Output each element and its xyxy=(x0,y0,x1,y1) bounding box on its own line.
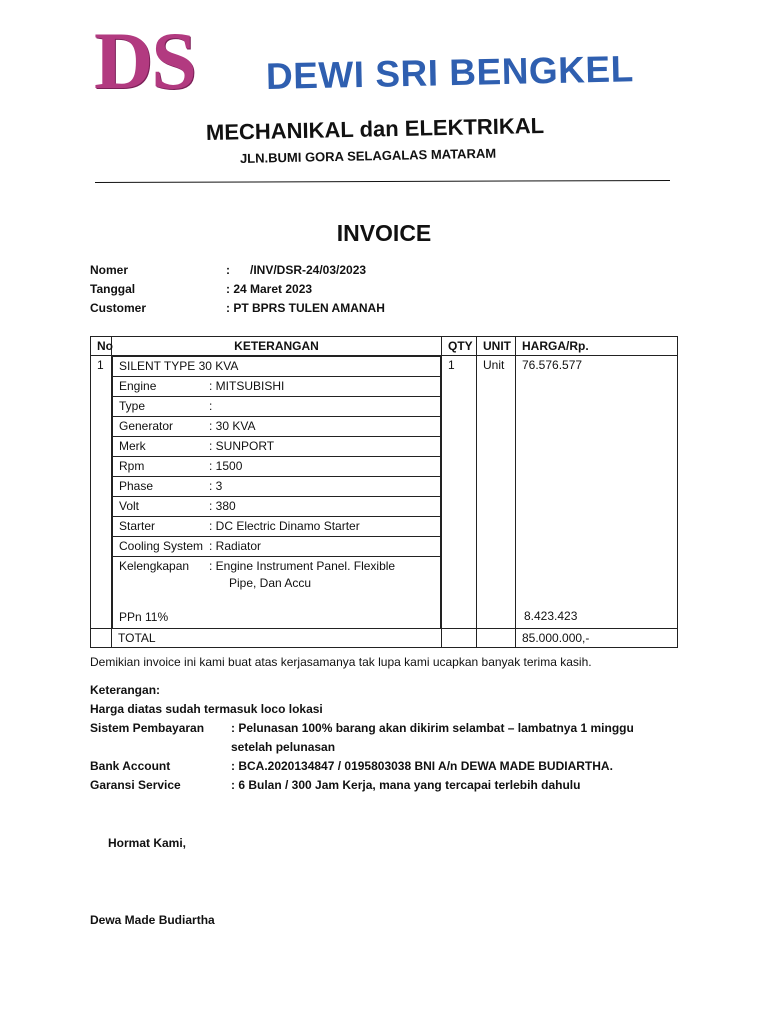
item-unit: Unit xyxy=(477,356,516,629)
spec-cooling xyxy=(119,538,434,555)
header-no: No xyxy=(91,337,112,356)
spec-value: : DC Electric Dinamo Starter xyxy=(209,519,360,533)
item-price-cell xyxy=(516,356,678,629)
spec-value-continued: Pipe, Dan Accu xyxy=(229,576,312,590)
ppn-value: 8.423.423 xyxy=(524,609,578,623)
table-row xyxy=(91,356,678,629)
item-no: 1 xyxy=(91,356,112,629)
spec-value: : 3 xyxy=(209,479,223,493)
payment-value: : Pelunasan 100% barang akan dikirim selambat – lambatnya 1 minggu xyxy=(231,721,634,735)
spec-key: Generator xyxy=(119,419,174,433)
company-name: DEWI SRI BENGKEL xyxy=(265,48,635,97)
spec-value: : 1500 xyxy=(209,459,243,473)
notes-line: Harga diatas sudah termasuk loco lokasi xyxy=(90,702,323,716)
header-divider xyxy=(95,180,670,183)
kelengkapan-line-2 xyxy=(119,575,434,592)
header-unit: UNIT xyxy=(477,337,516,356)
closing-text: Demikian invoice ini kami buat atas kerjasamanya tak lupa kami ucapkan banyak terima kasih. xyxy=(90,655,592,669)
company-address: JLN.BUMI GORA SELAGALAS MATARAM xyxy=(239,145,497,166)
spec-key: Kelengkapan xyxy=(119,559,190,573)
warranty-value: : 6 Bulan / 300 Jam Kerja, mana yang tercapai terlebih dahulu xyxy=(231,778,581,792)
spec-key: Engine xyxy=(119,379,157,393)
signature-name: Dewa Made Budiartha xyxy=(90,913,215,927)
header-qty: QTY xyxy=(442,337,477,356)
meta-label: Nomer xyxy=(90,263,129,277)
spec-value: : SUNPORT xyxy=(209,439,275,453)
spec-phase xyxy=(119,478,434,495)
total-qty-cell xyxy=(442,629,477,648)
bank-row xyxy=(90,757,690,775)
invoice-title: INVOICE xyxy=(336,220,432,246)
total-no-cell xyxy=(91,629,112,648)
payment-label: Sistem Pembayaran xyxy=(90,721,205,735)
header-price: HARGA/Rp. xyxy=(516,337,678,356)
meta-value: : /INV/DSR-24/03/2023 xyxy=(226,263,367,277)
payment-row xyxy=(90,719,690,737)
warranty-row xyxy=(90,776,690,794)
meta-label: Tanggal xyxy=(90,282,136,296)
spec-volt xyxy=(119,498,434,515)
spec-key: Phase xyxy=(119,479,154,493)
payment-value-continued: setelah pelunasan xyxy=(231,740,336,754)
spec-type xyxy=(119,398,434,415)
spec-value: : 380 xyxy=(209,499,236,513)
total-value: 85.000.000,- xyxy=(516,629,678,648)
ppn-line xyxy=(119,609,434,626)
spec-key: Starter xyxy=(119,519,156,533)
spec-key: Volt xyxy=(119,499,140,513)
spec-value: : xyxy=(209,399,213,413)
spec-value: : Engine Instrument Panel. Flexible xyxy=(209,559,396,573)
spec-key: Type xyxy=(119,399,146,413)
item-name: SILENT TYPE 30 KVA xyxy=(113,357,441,377)
spec-engine xyxy=(119,378,434,395)
header-keterangan: KETERANGAN xyxy=(112,337,442,356)
bank-value: : BCA.2020134847 / 0195803038 BNI A/n DEWA MADE BUDIARTHA. xyxy=(231,759,613,773)
notes-heading: Keterangan: xyxy=(90,683,161,697)
total-row xyxy=(91,629,678,648)
kelengkapan-line-1 xyxy=(119,558,434,575)
company-logo: DS xyxy=(94,15,195,106)
item-qty: 1 xyxy=(442,356,477,629)
spec-generator xyxy=(119,418,434,435)
warranty-label: Garansi Service xyxy=(90,778,181,792)
spec-value: : Radiator xyxy=(209,539,262,553)
company-subtitle: MECHANIKAL dan ELEKTRIKAL xyxy=(205,112,545,145)
total-unit-cell xyxy=(477,629,516,648)
spec-key: Merk xyxy=(119,439,146,453)
bank-label: Bank Account xyxy=(90,759,171,773)
spec-value: : MITSUBISHI xyxy=(209,379,285,393)
spec-list xyxy=(112,356,441,628)
spec-rpm xyxy=(119,458,434,475)
meta-value: : 24 Maret 2023 xyxy=(226,282,313,296)
item-description xyxy=(112,356,442,629)
total-label: TOTAL xyxy=(112,629,442,648)
meta-value: : PT BPRS TULEN AMANAH xyxy=(226,301,385,315)
spec-kelengkapan xyxy=(113,557,441,629)
spec-merk xyxy=(119,438,434,455)
ppn-label: PPn 11% xyxy=(119,610,169,624)
spec-starter xyxy=(119,518,434,535)
spec-key: Cooling System xyxy=(119,539,204,553)
item-price: 76.576.577 xyxy=(522,358,583,372)
invoice-table xyxy=(90,336,678,648)
signature-greeting: Hormat Kami, xyxy=(108,836,187,850)
spec-key: Rpm xyxy=(119,459,145,473)
meta-label: Customer xyxy=(90,301,147,315)
spec-value: : 30 KVA xyxy=(209,419,256,433)
table-header-row xyxy=(91,337,678,356)
